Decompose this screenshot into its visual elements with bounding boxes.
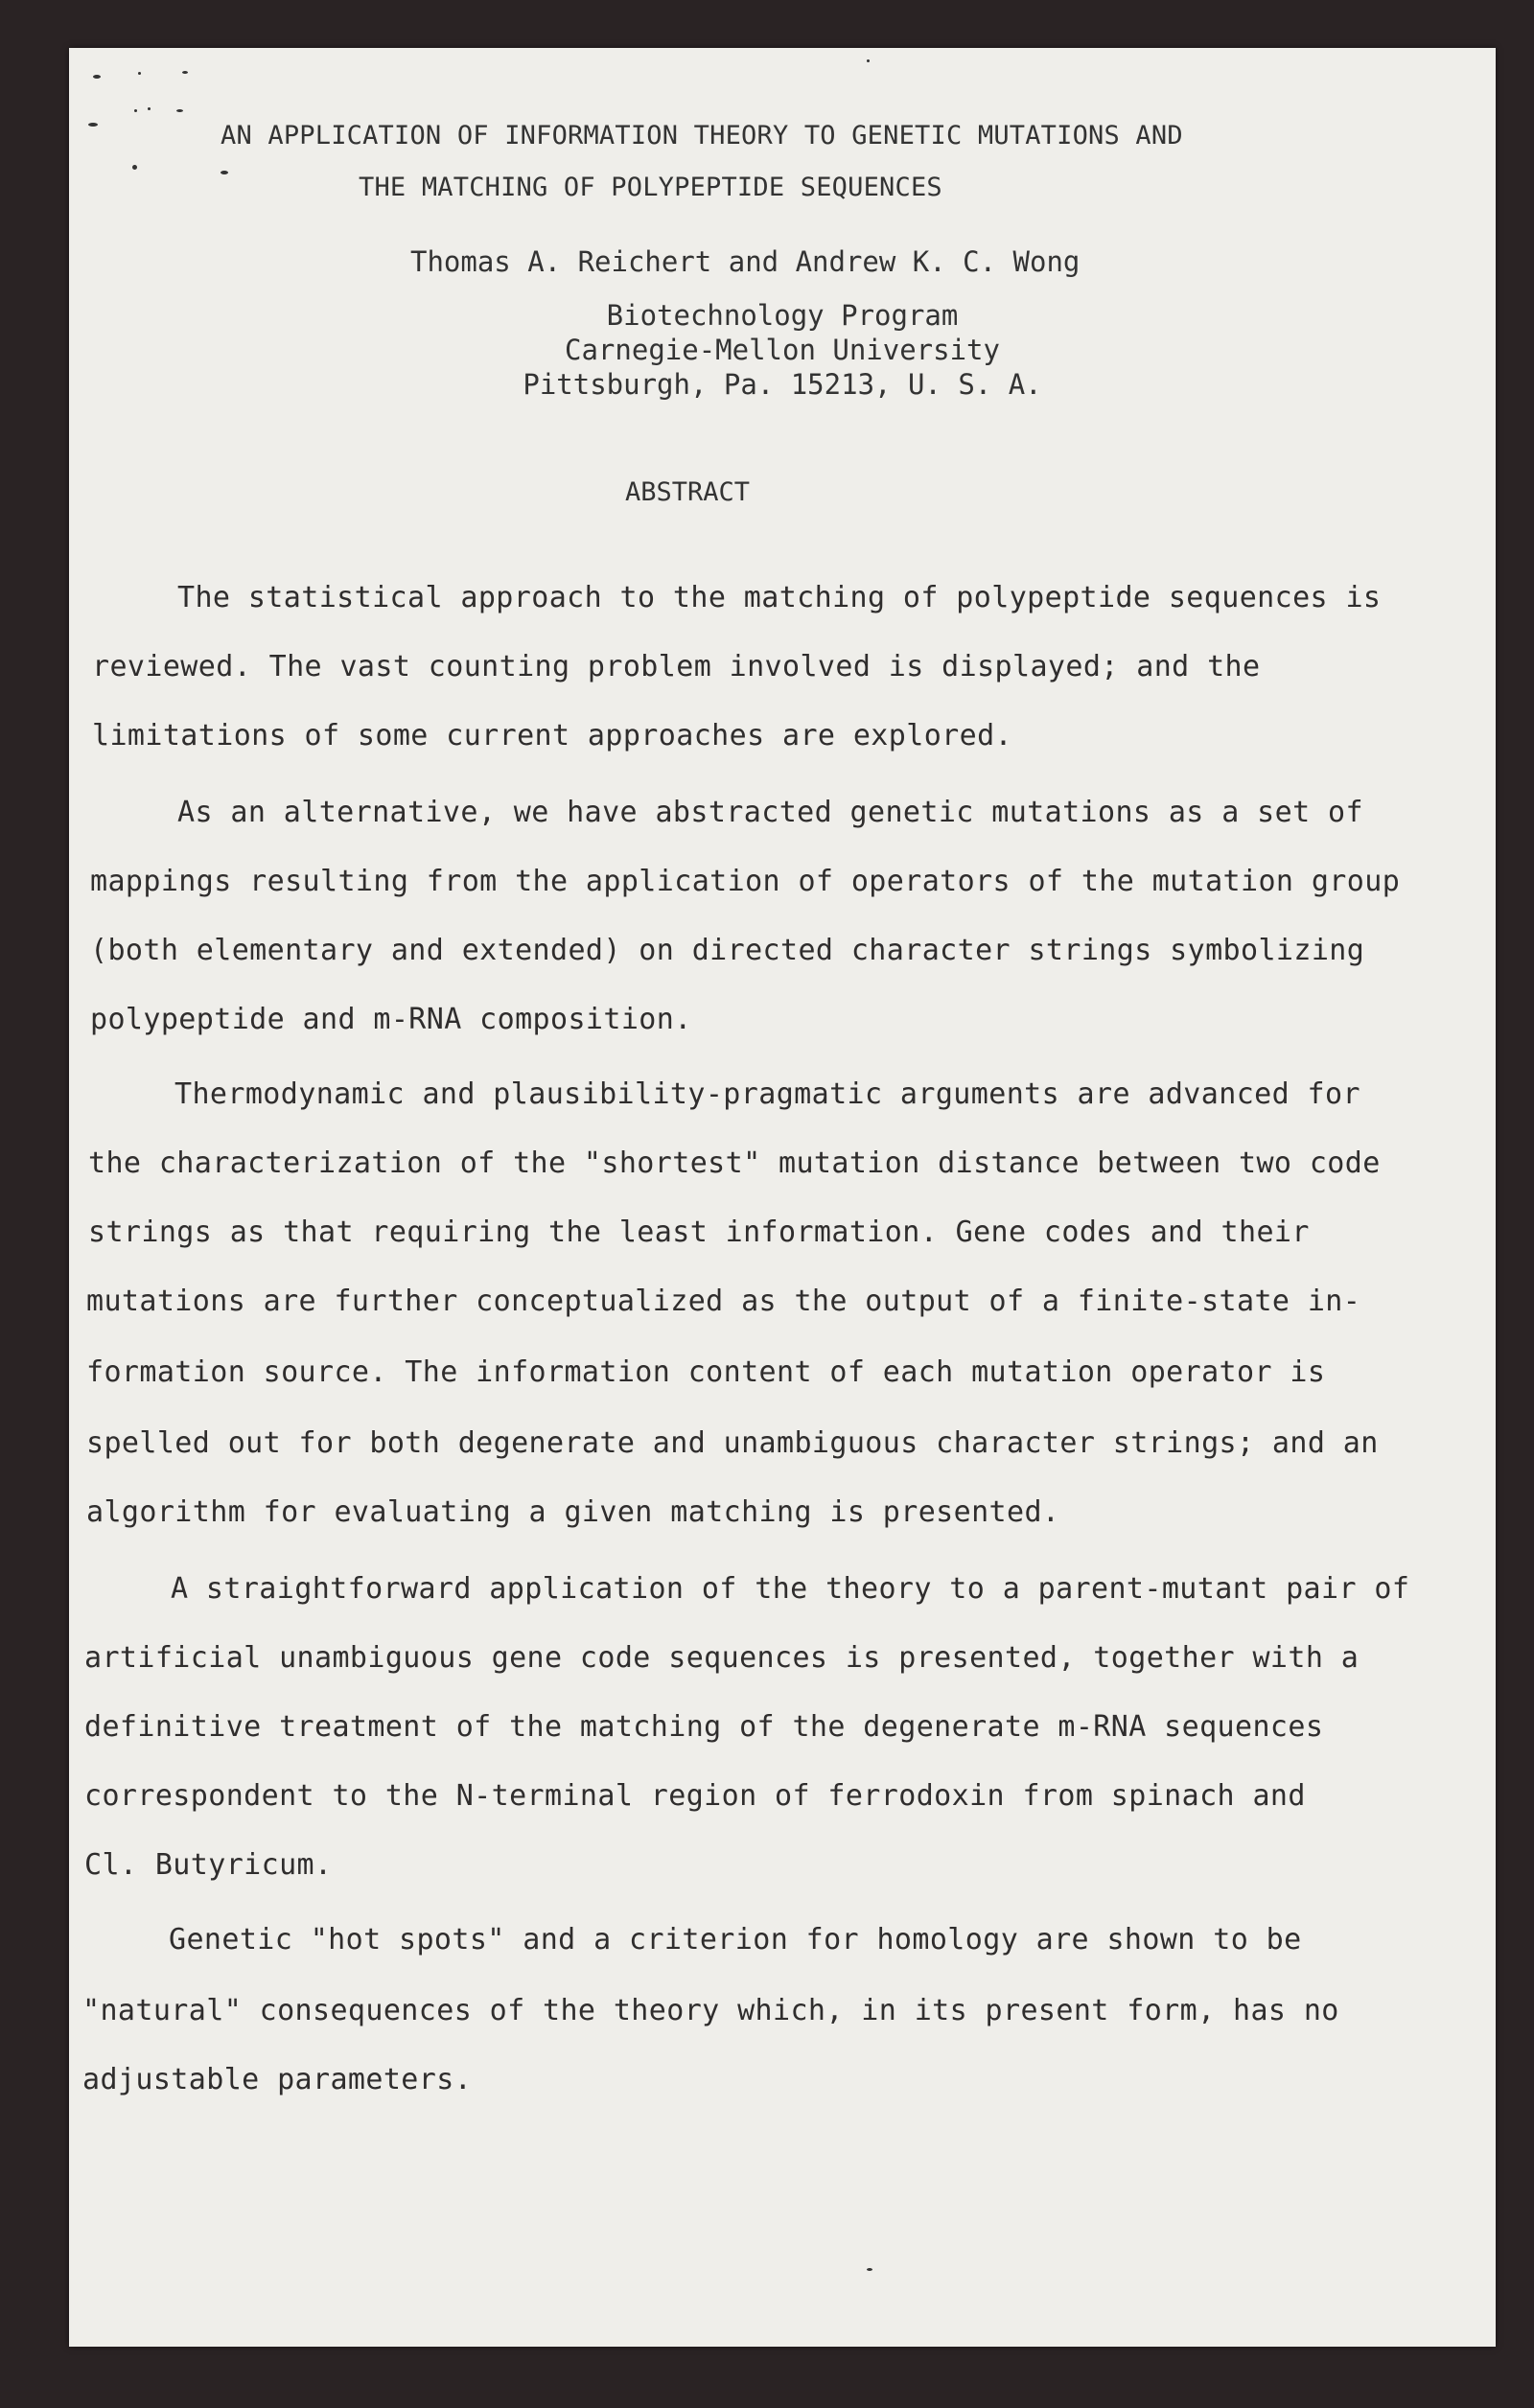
abstract-line: (both elementary and extended) on directed character strings symbolizing (90, 934, 1365, 967)
abstract-line: formation source. The information content of each mutation operator is (86, 1355, 1326, 1389)
ink-speck (867, 2268, 872, 2271)
abstract-line: limitations of some current approaches are explored. (92, 719, 1012, 752)
abstract-line: mutations are further conceptualized as the output of a finite-state in- (86, 1285, 1361, 1318)
ink-speck (138, 72, 141, 75)
abstract-line: A straightforward application of the theory to a parent-mutant pair of (171, 1572, 1410, 1606)
abstract-line: "natural" consequences of the theory which, in its present form, has no (82, 1994, 1339, 2027)
abstract-line: correspondent to the N-terminal region of ferrodoxin from spinach and (84, 1779, 1306, 1813)
abstract-line: As an alternative, we have abstracted genetic mutations as a set of (177, 796, 1363, 829)
authors: Thomas A. Reichert and Andrew K. C. Wong (410, 245, 1081, 278)
abstract-heading: ABSTRACT (625, 477, 751, 507)
abstract-line: definitive treatment of the matching of the degenerate m-RNA sequences (84, 1710, 1324, 1744)
abstract-line: strings as that requiring the least information. Gene codes and their (88, 1216, 1310, 1249)
title-line-1: AN APPLICATION OF INFORMATION THEORY TO GENETIC MUTATIONS AND (221, 121, 1183, 150)
ink-speck (867, 59, 870, 62)
abstract-line: algorithm for evaluating a given matching is presented. (86, 1495, 1060, 1529)
abstract-line: reviewed. The vast counting problem involved is displayed; and the (92, 650, 1261, 683)
affiliation-program: Biotechnology Program (606, 299, 959, 332)
ink-speck (221, 171, 228, 174)
abstract-line: spelled out for both degenerate and unambiguous character strings; and an (86, 1426, 1379, 1460)
ink-speck (176, 109, 183, 112)
abstract-line: polypeptide and m-RNA composition. (90, 1003, 692, 1036)
ink-speck (182, 71, 188, 74)
abstract-line: artificial unambiguous gene code sequences is presented, together with a (84, 1641, 1360, 1675)
abstract-line: Thermodynamic and plausibility-pragmatic arguments are advanced for (174, 1077, 1360, 1111)
abstract-line: mappings resulting from the application of operators of the mutation group (90, 865, 1401, 898)
ink-speck (134, 109, 137, 112)
title-line-2: THE MATCHING OF POLYPEPTIDE SEQUENCES (359, 173, 942, 202)
affiliation-university: Carnegie-Mellon University (565, 334, 1000, 366)
abstract-line: Genetic "hot spots" and a criterion for homology are shown to be (169, 1923, 1302, 1956)
abstract-line: the characterization of the "shortest" mutation distance between two code (88, 1146, 1381, 1180)
abstract-line: adjustable parameters. (82, 2063, 473, 2096)
document-page (69, 48, 1496, 2347)
ink-speck (93, 75, 101, 79)
affiliation-address: Pittsburgh, Pa. 15213, U. S. A. (523, 368, 1042, 401)
abstract-line: The statistical approach to the matching of polypeptide sequences is (177, 581, 1382, 614)
abstract-line: Cl. Butyricum. (84, 1848, 333, 1882)
ink-speck (88, 123, 98, 127)
ink-speck (148, 107, 151, 110)
ink-speck (132, 165, 137, 170)
